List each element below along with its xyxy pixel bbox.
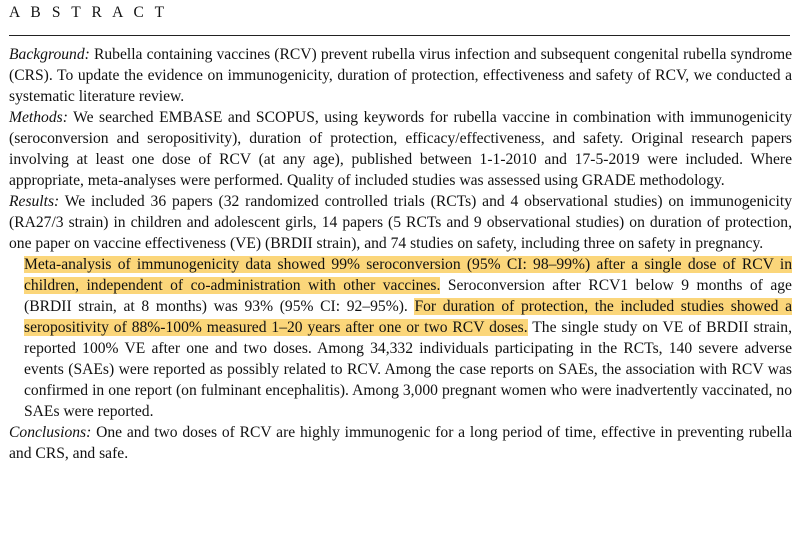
background-text: Rubella containing vaccines (RCV) prevent rubella virus infection and subsequent congenital rubella syndrome (CRS). To update the evidence on immunogenicity, duration of protection, effectiveness and safety of RCV, we conducted a systematic literature review.: [9, 46, 792, 105]
results-label: Results:: [9, 193, 60, 210]
conclusions-text: One and two doses of RCV are highly immunogenic for a long period of time, effective in preventing rubella and CRS, and safe.: [9, 424, 792, 462]
methods-paragraph: [9, 107, 792, 191]
background-label: Background:: [9, 46, 90, 63]
seroconversion-text: Seroconversion after RCV1 below 9 months of age (BRDII strain, at 8 months) was 93% (95% CI: 92–95%).: [24, 277, 792, 315]
results-text: We included 36 papers (32 randomized controlled trials (RCTs) and 4 observational studies) on immunogenicity (RA27/3 strain) in children and adolescent girls, 14 papers (5 RCTs and 9 observational studies) on duration of protection, one paper on vaccine effectiveness (VE) (BRDII strain), and 74 studies on safety, including three on safety in pregnancy.: [9, 193, 792, 252]
abstract-body: [9, 44, 792, 464]
methods-text: We searched EMBASE and SCOPUS, using keywords for rubella vaccine in combination with immunogenicity (seroconversion and seropositivity), duration of protection, efficacy/effectiveness, and safety. Original research papers involving at least one dose of RCV (at any age), published between 1-1-2010 and 17-5-2019 were included. Where appropriate, meta-analyses were performed. Quality of included studies was assessed using GRADE methodology.: [9, 109, 792, 189]
heading-rule: [9, 35, 790, 36]
conclusions-paragraph: [9, 422, 792, 464]
methods-label: Methods:: [9, 109, 68, 126]
background-paragraph: [9, 44, 792, 107]
results-paragraph: [9, 191, 792, 254]
effectiveness-safety-text: The single study on VE of BRDII strain, reported 100% VE after one and two doses. Among 34,332 individuals participating in the RCTs, 140 severe adverse events (SAEs) were reported as possibly related to RCV. Among the case reports on SAEs, the association with RCV was confirmed in one report (on fulminant encephalitis). Among 3,000 pregnant women who were inadvertently vaccinated, no SAEs were reported.: [24, 319, 792, 420]
duration-highlight: For duration of protection, the included studies showed a seropositivity of 88%-100% measured 1–20 years after one or two RCV doses.: [24, 298, 792, 336]
abstract-heading: A B S T R A C T: [9, 4, 168, 21]
conclusions-label: Conclusions:: [9, 424, 92, 441]
immunogenicity-highlight: Meta-analysis of immunogenicity data showed 99% seroconversion (95% CI: 98–99%) after a single dose of RCV in children, independent of co-administration with other vaccines.: [24, 256, 792, 294]
results-continuation-paragraph: [9, 254, 792, 422]
